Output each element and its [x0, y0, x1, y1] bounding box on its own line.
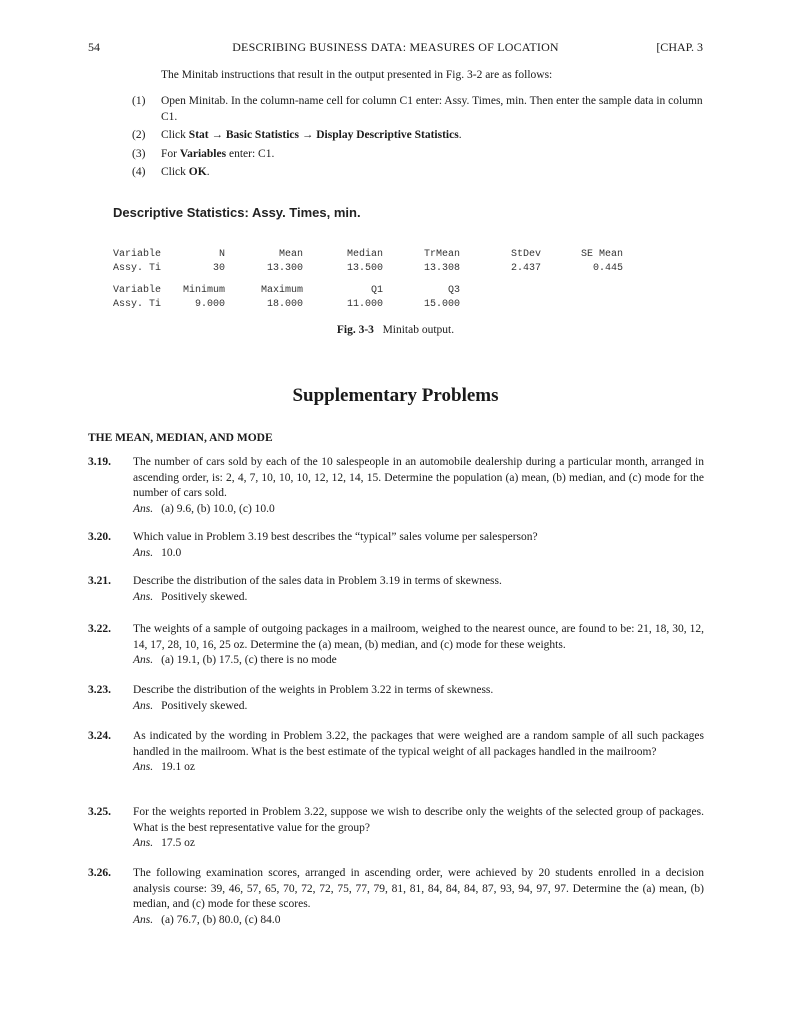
intro-paragraph: The Minitab instructions that result in the output presented in Fig. 3-2 are as follows:	[161, 69, 553, 81]
instruction-step	[132, 128, 704, 144]
step-number: (4)	[132, 166, 146, 178]
answer-text: 19.1 oz	[161, 761, 195, 773]
instruction-list	[132, 94, 704, 184]
table-row	[113, 263, 703, 277]
step-text: enter: C1.	[226, 147, 275, 160]
chapter-label: [CHAP. 3	[656, 40, 703, 54]
answer-text: 17.5 oz	[161, 837, 195, 849]
table-cell: Minimum	[182, 285, 225, 296]
table-cell: Maximum	[260, 285, 303, 296]
problem-answer	[133, 653, 704, 669]
table-cell: 18.000	[266, 299, 303, 310]
table-cell: Q3	[447, 285, 460, 296]
page-number: 54	[88, 40, 100, 54]
step-number: (3)	[132, 147, 146, 160]
problem-3-19	[88, 455, 704, 517]
problem-3-24	[88, 729, 704, 776]
table-cell: 15.000	[423, 299, 460, 310]
answer-text: (a) 76.7, (b) 80.0, (c) 84.0	[161, 913, 281, 926]
table-cell: Variable	[113, 249, 162, 260]
table-cell: 13.300	[266, 263, 303, 274]
answer-text: 10.0	[161, 546, 182, 559]
step-field-name: Variables	[179, 147, 227, 160]
step-text: Open Minitab. In the column-name cell for column C1 enter: Assy. Times, min. Then enter the sample data in column C1.	[161, 95, 703, 123]
subsection-heading: THE MEAN, MEDIAN, AND MODE	[88, 432, 273, 444]
problem-answer	[133, 590, 704, 606]
problem-answer	[133, 699, 704, 715]
problem-number: 3.22.	[88, 623, 111, 635]
table-cell: 13.308	[423, 263, 460, 274]
problem-answer	[133, 760, 704, 776]
problem-number: 3.24.	[88, 730, 111, 742]
problem-text: The weights of a sample of outgoing packages in a mailroom, weighed to the nearest ounce, are found to be: 21, 18, 30, 12, 14, 17, 28, 10, 16, 25 oz. Determine the (a) mean, (b) median, and (c) mode for these weights.	[133, 623, 704, 651]
table-cell: 2.437	[510, 263, 541, 274]
problem-3-23	[88, 683, 704, 714]
instruction-step	[132, 165, 704, 181]
answer-label: Ans.	[133, 590, 154, 603]
step-text: .	[458, 129, 462, 141]
running-head	[88, 40, 703, 56]
table-cell: 11.000	[346, 299, 383, 310]
answer-label: Ans.	[133, 761, 154, 773]
problem-text: As indicated by the wording in Problem 3.22, the packages that were weighed are a random sample of all such packages handled in the mailroom. What is the best estimate of the typical weight of all packages handled in the mailroom?	[133, 730, 704, 758]
step-button-name: OK	[188, 166, 207, 178]
table-cell: Median	[346, 249, 383, 260]
table-cell: 9.000	[194, 299, 225, 310]
answer-label: Ans.	[133, 546, 154, 559]
figure-caption	[0, 324, 791, 336]
answer-text: Positively skewed.	[161, 699, 248, 712]
table-cell: 0.445	[592, 263, 623, 274]
problem-3-21	[88, 574, 704, 605]
table-cell: Assy. Ti	[113, 263, 162, 274]
answer-label: Ans.	[133, 837, 154, 849]
problem-answer	[133, 836, 704, 852]
answer-label: Ans.	[133, 699, 154, 712]
answer-text: Positively skewed.	[161, 590, 248, 603]
minitab-table-1	[113, 249, 703, 277]
figure-label: Fig. 3-3	[336, 324, 374, 336]
problem-text: Describe the distribution of the sales data in Problem 3.19 in terms of skewness.	[133, 575, 502, 587]
table-header-row	[113, 249, 703, 263]
problem-number: 3.23.	[88, 684, 111, 696]
answer-text: (a) 19.1, (b) 17.5, (c) there is no mode	[161, 654, 337, 666]
table-cell: Q1	[370, 285, 383, 296]
table-cell: 13.500	[346, 263, 383, 274]
problem-3-25	[88, 805, 704, 852]
problem-number: 3.25.	[88, 806, 111, 818]
step-text: Click	[161, 166, 189, 178]
answer-label: Ans.	[133, 913, 154, 926]
step-number: (1)	[132, 95, 146, 107]
minitab-output-title: Descriptive Statistics: Assy. Times, min.	[113, 205, 361, 220]
table-cell: 30	[212, 263, 225, 274]
minitab-table-2	[113, 285, 703, 313]
step-number: (2)	[132, 129, 146, 141]
step-text: For	[161, 147, 180, 160]
problem-text: The number of cars sold by each of the 10 salespeople in an automobile dealership during a particular month, arranged in ascending order, is: 2, 4, 7, 10, 10, 10, 12, 12, 14, 15. Determine the population (a) mean, (b) median, and (c) mode for the number of cars sold.	[133, 456, 704, 499]
instruction-step	[132, 147, 704, 163]
answer-text: (a) 9.6, (b) 10.0, (c) 10.0	[161, 502, 275, 515]
problem-text: Which value in Problem 3.19 best describes the “typical” sales volume per salesperson?	[133, 531, 538, 543]
step-text: .	[206, 166, 210, 178]
answer-label: Ans.	[133, 654, 154, 666]
table-cell: Variable	[113, 285, 162, 296]
problem-3-22	[88, 622, 704, 669]
problem-answer	[133, 913, 704, 929]
problem-text: The following examination scores, arranged in ascending order, were achieved by 20 students enrolled in a decision analysis course: 39, 46, 57, 65, 70, 72, 72, 75, 77, 79, 81, 81, 84, 84, 84, 87, 93, 94, 97, 97. Determine the (a) mean, (b) median, and (c) mode for these scores.	[133, 867, 704, 910]
problem-answer	[133, 546, 704, 562]
problem-number: 3.21.	[88, 575, 111, 587]
table-cell: N	[218, 249, 225, 260]
figure-caption-text: Minitab output.	[382, 324, 455, 336]
problem-number: 3.26.	[88, 867, 111, 879]
table-cell: SE Mean	[580, 249, 623, 260]
table-row	[113, 299, 703, 313]
problem-text: Describe the distribution of the weights in Problem 3.22 in terms of skewness.	[133, 684, 494, 696]
table-cell: StDev	[510, 249, 541, 260]
section-title: Supplementary Problems	[292, 385, 499, 406]
step-menu-path: Stat → Basic Statistics → Display Descriptive Statistics	[188, 129, 459, 141]
problem-3-20	[88, 530, 704, 561]
problem-3-26	[88, 866, 704, 928]
table-cell: Mean	[278, 249, 303, 260]
running-head-title: DESCRIBING BUSINESS DATA: MEASURES OF LOCATION	[232, 40, 559, 54]
table-cell: Assy. Ti	[113, 299, 162, 310]
problem-answer	[133, 502, 704, 518]
problem-number: 3.19.	[88, 456, 111, 468]
instruction-step	[132, 94, 704, 125]
table-cell: TrMean	[423, 249, 460, 260]
answer-label: Ans.	[133, 502, 154, 515]
table-header-row	[113, 285, 703, 299]
problem-text: For the weights reported in Problem 3.22, suppose we wish to describe only the weights of the selected group of packages. What is the best representative value for the group?	[133, 806, 704, 834]
problem-number: 3.20.	[88, 531, 111, 543]
step-text: Click	[161, 129, 189, 141]
